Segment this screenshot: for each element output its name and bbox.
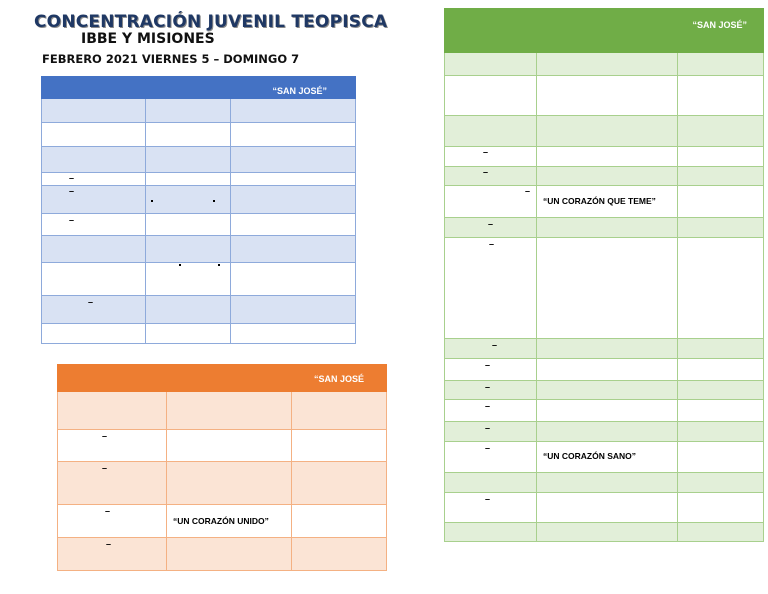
table-header-row [58, 365, 387, 392]
theme-label: “UN CORAZÓN QUE TEME” [543, 196, 656, 206]
dash-mark: – [489, 239, 495, 249]
table-row [42, 186, 356, 214]
dash-mark: – [102, 431, 108, 441]
table-row [445, 53, 764, 76]
dash-mark: – [105, 506, 111, 516]
dash-mark: – [483, 147, 489, 157]
table-row [445, 218, 764, 238]
table-row [445, 76, 764, 116]
dot-mark [218, 264, 220, 266]
table-row [58, 462, 387, 505]
dash-mark: – [485, 423, 491, 433]
table-header-row [445, 9, 764, 53]
dash-mark: – [485, 494, 491, 504]
table-row [42, 236, 356, 263]
dash-mark: – [69, 173, 75, 183]
table-row [42, 147, 356, 173]
dash-mark: – [485, 360, 491, 370]
schedule-table-green [444, 8, 764, 542]
table-row [58, 392, 387, 430]
table-row [445, 147, 764, 167]
dash-mark: – [485, 443, 491, 453]
table-row [445, 339, 764, 359]
table-header-cell [445, 9, 764, 53]
dash-mark: – [525, 186, 531, 196]
dot-mark [179, 264, 181, 266]
schedule-table-blue [41, 76, 356, 344]
table-row [445, 116, 764, 147]
table-row [58, 430, 387, 462]
dash-mark: – [88, 297, 94, 307]
table-header-label: “SAN JOSÉ” [692, 20, 748, 30]
table-row [445, 523, 764, 542]
theme-label: “UN CORAZÓN SANO” [543, 451, 637, 461]
dash-mark: – [492, 340, 498, 350]
table-header-label: “SAN JOSÉ” [272, 86, 328, 96]
page-title: CONCENTRACIÓN JUVENIL TEOPISCA [34, 12, 388, 32]
table-row [42, 99, 356, 123]
table-row [42, 123, 356, 147]
dot-mark [151, 200, 153, 202]
table-row [445, 422, 764, 442]
table-row [42, 263, 356, 296]
dash-mark: – [485, 382, 491, 392]
table-row [445, 238, 764, 339]
table-row [445, 167, 764, 186]
table-row [42, 296, 356, 324]
table-header-cell [58, 365, 387, 392]
dash-mark: – [102, 463, 108, 473]
dot-mark [213, 200, 215, 202]
table-row [58, 505, 387, 538]
table-row [42, 214, 356, 236]
table-header-label: “SAN JOSÉ [314, 374, 365, 384]
table-row [445, 473, 764, 493]
table-header-cell [42, 77, 356, 99]
table-row [42, 324, 356, 344]
table-header-row [42, 77, 356, 99]
theme-label: “UN CORAZÓN UNIDO” [173, 516, 269, 526]
table-row [58, 538, 387, 571]
dash-mark: – [69, 186, 75, 196]
event-dates: FEBRERO 2021 VIERNES 5 – DOMINGO 7 [42, 52, 300, 66]
table-row [445, 186, 764, 218]
page-subtitle: IBBE Y MISIONES [81, 31, 215, 47]
table-row [445, 442, 764, 473]
table-row [445, 359, 764, 381]
dash-mark: – [485, 401, 491, 411]
dash-mark: – [69, 215, 75, 225]
dash-mark: – [483, 167, 489, 177]
schedule-table-orange [57, 364, 387, 571]
table-row [445, 493, 764, 523]
dash-mark: – [106, 539, 112, 549]
table-row [445, 381, 764, 400]
dash-mark: – [488, 219, 494, 229]
table-row [445, 400, 764, 422]
table-row [42, 173, 356, 186]
